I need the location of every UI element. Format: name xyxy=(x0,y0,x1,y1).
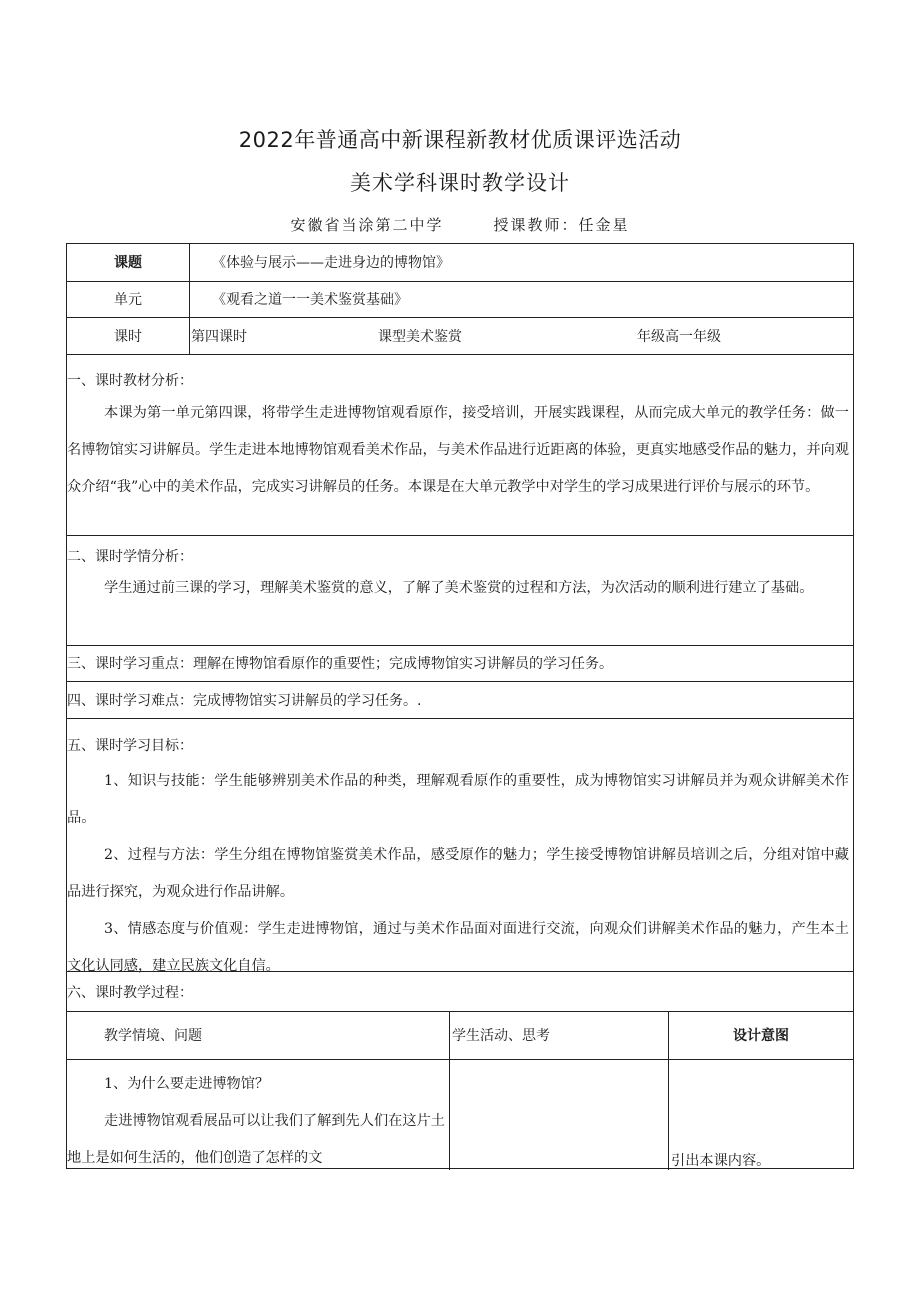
process-table-row xyxy=(67,1060,853,1170)
section-4-text: 四、课时学习难点：完成博物馆实习讲解员的学习任务。. xyxy=(67,693,422,709)
col-activity-header: 学生活动、思考 xyxy=(452,1028,550,1044)
unit-row xyxy=(67,282,853,318)
row-answer: 走进博物馆观看展品可以让我们了解到先人们在这片土地上是如何生活的，他们创造了怎样的文 xyxy=(67,1113,445,1166)
unit-value: 《观看之道一一美术鉴赏基础》 xyxy=(212,292,408,308)
topic-value: 《体验与展示——走进身边的博物馆》 xyxy=(212,255,450,271)
period-row xyxy=(67,318,853,355)
section-learning-goals xyxy=(67,719,853,972)
section-1-text: 本课为第一单元第四课，将带学生走进博物馆观看原作，接受培训，开展实践课程，从而完成大单元的教学任务：做一名博物馆实习讲解员。学生走进本地博物馆观看美术作品，与美术作品进行近距离的体验，更真实地感受作品的魅力，并向观众介绍“我”心中的美术作品，完成实习讲解员的任务。本课是在大单元教学中对学生的学习成果进行评价与展示的环节。 xyxy=(67,405,849,495)
goal-attitude: 3、情感态度与价值观：学生走进博物馆，通过与美术作品面对面进行交流，向观众们讲解美术作品的魅力，产生本土文化认同感，建立民族文化自信。 xyxy=(67,921,849,974)
row-question: 1、为什么要走进博物馆？ xyxy=(104,1076,270,1092)
author-line xyxy=(0,214,920,235)
section-5-heading: 五、课时学习目标： xyxy=(67,738,193,754)
document-title: 2022年普通高中新课程新教材优质课评选活动 xyxy=(238,128,682,152)
school-name: 安徽省当涂第二中学 xyxy=(290,216,444,234)
section-3-text: 三、课时学习重点：理解在博物馆看原作的重要性；完成博物馆实习讲解员的学习任务。 xyxy=(67,656,613,672)
section-key-points xyxy=(67,646,853,682)
row-intent: 引出本课内容。 xyxy=(671,1153,771,1169)
section-2-text: 学生通过前三课的学习，理解美术鉴赏的意义，了解了美术鉴赏的过程和方法，为次活动的顺利进行建立了基础。 xyxy=(104,580,814,596)
grade-level: 年级高一年级 xyxy=(637,329,721,345)
section-difficulties xyxy=(67,682,853,719)
col-scenario-header: 教学情境、问题 xyxy=(104,1028,202,1044)
lesson-type: 课型美术鉴赏 xyxy=(378,329,462,345)
section-learner-analysis xyxy=(67,536,853,646)
col-intent-header: 设计意图 xyxy=(733,1028,789,1044)
teacher-name: 授课教师：任金星 xyxy=(493,216,630,234)
process-table-header xyxy=(67,1012,853,1060)
lesson-plan-table xyxy=(66,243,854,1169)
goal-process: 2、过程与方法：学生分组在博物馆鉴赏美术作品，感受原作的魅力；学生接受博物馆讲解员培训之后，分组对馆中藏品进行探究，为观众进行作品讲解。 xyxy=(67,847,849,900)
goal-knowledge: 1、知识与技能：学生能够辨别美术作品的种类，理解观看原作的重要性，成为博物馆实习讲解员并为观众讲解美术作品。 xyxy=(67,773,849,826)
unit-label: 单元 xyxy=(114,292,142,308)
period-label: 课时 xyxy=(114,329,142,345)
topic-row xyxy=(67,244,853,282)
section-1-heading: 一、课时教材分析： xyxy=(67,373,193,389)
topic-label: 课题 xyxy=(114,255,142,271)
period-value: 第四课时 xyxy=(191,329,247,345)
section-2-heading: 二、课时学情分析： xyxy=(67,549,193,565)
section-material-analysis xyxy=(67,355,853,536)
section-teaching-process xyxy=(67,972,853,1012)
document-subtitle: 美术学科课时教学设计 xyxy=(350,171,570,195)
section-6-heading: 六、课时教学过程： xyxy=(67,985,193,1001)
